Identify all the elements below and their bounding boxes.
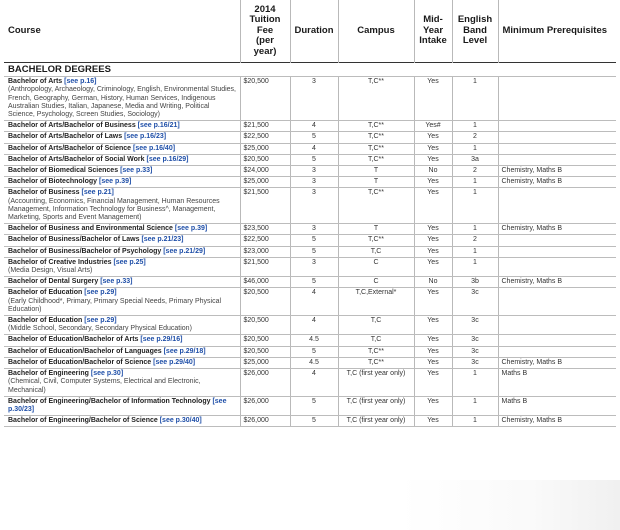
fee-cell: $20,500 <box>240 335 290 346</box>
table-row <box>4 235 616 246</box>
duration-cell: 4 <box>290 316 338 335</box>
course-name: Bachelor of Arts/Bachelor of Business <box>8 122 136 130</box>
course-page-ref-link[interactable]: [see p.29/16] <box>140 336 183 344</box>
prerequisites-cell <box>498 288 616 316</box>
english-band-cell: 1 <box>452 224 498 235</box>
header-midyear-intake <box>414 0 452 63</box>
course-cell <box>4 132 240 143</box>
midyear-cell: Yes <box>414 288 452 316</box>
duration-cell: 3 <box>290 188 338 224</box>
course-majors: (Chemical, Civil, Computer Systems, Electrical and Electronic, Mechanical) <box>8 378 201 394</box>
course-name: Bachelor of Dental Surgery <box>8 278 99 286</box>
course-page-ref-link[interactable]: [see p.39] <box>99 178 132 186</box>
english-band-cell: 1 <box>452 143 498 154</box>
duration-cell: 3 <box>290 224 338 235</box>
header-prerequisites: Minimum Prerequisites <box>502 24 608 36</box>
course-name: Bachelor of Arts/Bachelor of Laws <box>8 133 123 141</box>
english-band-cell: 1 <box>452 396 498 415</box>
fee-cell: $20,500 <box>240 346 290 357</box>
course-cell <box>4 166 240 177</box>
fee-cell: $23,500 <box>240 224 290 235</box>
campus-cell: T,C <box>338 246 414 257</box>
fee-cell: $20,500 <box>240 288 290 316</box>
table-body <box>4 63 616 427</box>
campus-cell: T,C** <box>338 132 414 143</box>
course-page-ref-link[interactable]: [see p.21] <box>81 189 114 197</box>
english-band-cell: 3b <box>452 277 498 288</box>
course-name: Bachelor of Education/Bachelor of Science <box>8 358 152 366</box>
campus-cell: T,C** <box>338 154 414 165</box>
prerequisites-cell: Chemistry, Maths B <box>498 224 616 235</box>
duration-cell: 5 <box>290 235 338 246</box>
english-band-cell: 1 <box>452 177 498 188</box>
midyear-cell: Yes <box>414 316 452 335</box>
header-course: Course <box>4 0 240 63</box>
campus-cell: T,C** <box>338 77 414 121</box>
course-name: Bachelor of Education/Bachelor of Languages <box>8 347 162 355</box>
course-cell <box>4 224 240 235</box>
table-row <box>4 121 616 132</box>
prerequisites-cell <box>498 132 616 143</box>
campus-cell: T,C** <box>338 235 414 246</box>
table-row <box>4 288 616 316</box>
duration-cell: 3 <box>290 166 338 177</box>
prerequisites-cell <box>498 77 616 121</box>
duration-cell: 4.5 <box>290 357 338 368</box>
course-name: Bachelor of Education <box>8 289 83 297</box>
campus-cell: T,C <box>338 316 414 335</box>
course-page-ref-link[interactable]: [see p.21/29] <box>163 247 206 255</box>
course-name: Bachelor of Creative Industries <box>8 258 112 266</box>
course-cell <box>4 396 240 415</box>
photo-shading <box>400 480 620 530</box>
prerequisites-cell <box>498 257 616 276</box>
fee-cell: $21,500 <box>240 121 290 132</box>
english-band-cell: 3c <box>452 335 498 346</box>
course-name: Bachelor of Engineering/Bachelor of Information Technology <box>8 397 211 405</box>
course-cell <box>4 188 240 224</box>
course-page-ref-link[interactable]: [see p.30/23] <box>8 397 227 413</box>
midyear-cell: Yes <box>414 154 452 165</box>
course-name: Bachelor of Education/Bachelor of Arts <box>8 336 139 344</box>
midyear-cell: Yes <box>414 132 452 143</box>
prerequisites-cell: Chemistry, Maths B <box>498 277 616 288</box>
course-majors: (Middle School, Secondary, Secondary Physical Education) <box>8 325 192 333</box>
prerequisites-cell <box>498 346 616 357</box>
campus-cell: T,C (first year only) <box>338 416 414 427</box>
english-band-cell: 1 <box>452 188 498 224</box>
table-row <box>4 154 616 165</box>
campus-cell: T,C <box>338 335 414 346</box>
course-page-ref-link[interactable]: [see p.16/40] <box>133 144 176 152</box>
course-cell <box>4 143 240 154</box>
course-cell <box>4 77 240 121</box>
course-majors: (Accounting, Economics, Financial Management, Human Resources Management, Information Technology for Business^, Management, Marketing, Sports and Event Management) <box>8 197 220 222</box>
midyear-cell: Yes <box>414 235 452 246</box>
course-page-ref-link[interactable]: [see p.25] <box>113 258 146 266</box>
course-page-ref-link[interactable]: [see p.30] <box>90 370 124 378</box>
english-band-cell: 3c <box>452 316 498 335</box>
campus-cell: T <box>338 177 414 188</box>
campus-cell: T,C,External* <box>338 288 414 316</box>
header-row <box>4 0 616 63</box>
course-cell <box>4 277 240 288</box>
course-name: Bachelor of Biomedical Sciences <box>8 167 119 175</box>
prerequisites-cell <box>498 335 616 346</box>
duration-cell: 3 <box>290 257 338 276</box>
campus-cell: T,C** <box>338 143 414 154</box>
duration-cell: 4 <box>290 143 338 154</box>
course-page-ref-link[interactable]: [see p.16/23] <box>124 133 167 141</box>
course-cell <box>4 288 240 316</box>
course-name: Bachelor of Business <box>8 189 80 197</box>
fee-cell: $25,000 <box>240 357 290 368</box>
duration-cell: 5 <box>290 396 338 415</box>
midyear-cell: Yes <box>414 246 452 257</box>
fee-cell: $25,000 <box>240 177 290 188</box>
campus-cell: C <box>338 257 414 276</box>
course-name: Bachelor of Engineering/Bachelor of Science <box>8 417 158 425</box>
table-row <box>4 277 616 288</box>
table-row <box>4 335 616 346</box>
course-page-ref-link[interactable]: [see p.16/21] <box>137 122 180 130</box>
english-band-cell: 1 <box>452 369 498 397</box>
header-english-line3: Level <box>462 35 488 47</box>
header-fee-line3: Fee <box>256 24 274 36</box>
course-page-ref-link[interactable]: [see p.33] <box>120 167 153 175</box>
midyear-cell: Yes <box>414 77 452 121</box>
course-page-ref-link[interactable]: [see p.29/18] <box>163 347 206 355</box>
campus-cell: T <box>338 224 414 235</box>
course-table <box>4 0 616 427</box>
header-fee-line2: Tuition <box>249 14 281 26</box>
header-campus: Campus <box>338 0 414 63</box>
midyear-cell: Yes <box>414 143 452 154</box>
duration-cell: 5 <box>290 277 338 288</box>
fee-cell: $20,500 <box>240 154 290 165</box>
prerequisites-cell: Maths B <box>498 369 616 397</box>
fee-cell: $23,000 <box>240 246 290 257</box>
table-row <box>4 77 616 121</box>
course-name: Bachelor of Engineering <box>8 370 89 378</box>
course-page-ref-link[interactable]: [see p.29] <box>84 317 117 325</box>
midyear-cell: Yes <box>414 369 452 397</box>
header-fee-line1: 2014 <box>254 3 276 15</box>
fee-cell: $22,500 <box>240 235 290 246</box>
course-cell <box>4 154 240 165</box>
course-name: Bachelor of Arts/Bachelor of Social Work <box>8 155 145 163</box>
table-row <box>4 416 616 427</box>
duration-cell: 5 <box>290 416 338 427</box>
midyear-cell: Yes <box>414 224 452 235</box>
course-page-ref-link[interactable]: [see p.29] <box>84 289 117 297</box>
english-band-cell: 3c <box>452 357 498 368</box>
english-band-cell: 3a <box>452 154 498 165</box>
table-row <box>4 346 616 357</box>
header-fee-line4: (per year) <box>253 35 277 57</box>
table-row <box>4 188 616 224</box>
header-english-line1: English <box>457 14 493 26</box>
campus-cell: T,C** <box>338 188 414 224</box>
course-majors: (Early Childhood*, Primary, Primary Special Needs, Primary Physical Education) <box>8 297 222 313</box>
prerequisites-cell: Chemistry, Maths B <box>498 357 616 368</box>
table-row <box>4 396 616 415</box>
header-english-band <box>452 0 498 63</box>
course-name: Bachelor of Arts <box>8 78 63 86</box>
table-row <box>4 132 616 143</box>
course-cell <box>4 246 240 257</box>
course-name: Bachelor of Business/Bachelor of Laws <box>8 236 140 244</box>
campus-cell: T,C** <box>338 121 414 132</box>
table-row <box>4 246 616 257</box>
course-cell <box>4 357 240 368</box>
fee-cell: $21,500 <box>240 188 290 224</box>
english-band-cell: 2 <box>452 132 498 143</box>
prerequisites-cell <box>498 246 616 257</box>
english-band-cell: 2 <box>452 166 498 177</box>
course-cell <box>4 369 240 397</box>
course-cell <box>4 316 240 335</box>
campus-cell: T,C (first year only) <box>338 369 414 397</box>
course-name: Bachelor of Biotechnology <box>8 178 98 186</box>
course-cell <box>4 177 240 188</box>
midyear-cell: Yes <box>414 396 452 415</box>
table-row <box>4 166 616 177</box>
fee-cell: $26,000 <box>240 396 290 415</box>
fee-cell: $25,000 <box>240 143 290 154</box>
campus-cell: T,C (first year only) <box>338 396 414 415</box>
course-name: Bachelor of Arts/Bachelor of Science <box>8 144 132 152</box>
course-page-ref-link[interactable]: [see p.16] <box>64 78 97 86</box>
midyear-cell: Yes <box>414 257 452 276</box>
table-row <box>4 357 616 368</box>
fee-cell: $20,500 <box>240 77 290 121</box>
table-row <box>4 369 616 397</box>
duration-cell: 4.5 <box>290 335 338 346</box>
fee-cell: $26,000 <box>240 369 290 397</box>
duration-cell: 5 <box>290 246 338 257</box>
english-band-cell: 3c <box>452 346 498 357</box>
course-majors: (Anthropology, Archaeology, Criminology, English, Environmental Studies, French, Geography, German, History, Human Services, Indigenous Australian Studies, Italian, Japanese, Media and Writing, Political Science, Psychology, Screen Studies, Sociology) <box>8 86 237 119</box>
course-page-ref-link[interactable]: [see p.21/23] <box>141 236 184 244</box>
prerequisites-cell: Maths B <box>498 396 616 415</box>
campus-cell: T <box>338 166 414 177</box>
prerequisites-cell <box>498 188 616 224</box>
header-tuition-fee <box>240 0 290 63</box>
duration-cell: 5 <box>290 132 338 143</box>
fee-cell: $20,500 <box>240 316 290 335</box>
header-midyear-line3: Intake <box>419 35 447 47</box>
course-page-ref-link[interactable]: [see p.16/29] <box>146 155 189 163</box>
prerequisites-cell <box>498 316 616 335</box>
course-cell <box>4 416 240 427</box>
duration-cell: 3 <box>290 177 338 188</box>
table-row <box>4 177 616 188</box>
prerequisites-cell: Chemistry, Maths B <box>498 416 616 427</box>
course-cell <box>4 346 240 357</box>
header-english-line2: Band <box>463 24 487 36</box>
midyear-cell: No <box>414 166 452 177</box>
midyear-cell: Yes <box>414 335 452 346</box>
course-name: Bachelor of Business and Environmental Science <box>8 225 173 233</box>
midyear-cell: Yes <box>414 188 452 224</box>
english-band-cell: 1 <box>452 416 498 427</box>
duration-cell: 4 <box>290 288 338 316</box>
english-band-cell: 2 <box>452 235 498 246</box>
midyear-cell: Yes <box>414 346 452 357</box>
english-band-cell: 1 <box>452 257 498 276</box>
course-cell <box>4 257 240 276</box>
duration-cell: 5 <box>290 346 338 357</box>
duration-cell: 5 <box>290 154 338 165</box>
course-name: Bachelor of Business/Bachelor of Psychology <box>8 247 162 255</box>
midyear-cell: Yes <box>414 416 452 427</box>
table-row <box>4 224 616 235</box>
english-band-cell: 1 <box>452 121 498 132</box>
table-row <box>4 143 616 154</box>
course-page-ref-link[interactable]: [see p.33] <box>100 278 133 286</box>
header-midyear-line2: Year <box>422 24 444 36</box>
duration-cell: 4 <box>290 369 338 397</box>
table-row <box>4 257 616 276</box>
table-row <box>4 316 616 335</box>
prerequisites-cell <box>498 143 616 154</box>
english-band-cell: 3c <box>452 288 498 316</box>
section-row <box>4 63 616 77</box>
english-band-cell: 1 <box>452 77 498 121</box>
campus-cell: T,C** <box>338 357 414 368</box>
header-midyear-line1: Mid- <box>423 14 443 26</box>
midyear-cell: No <box>414 277 452 288</box>
prerequisites-cell <box>498 121 616 132</box>
course-cell <box>4 235 240 246</box>
course-page-ref-link[interactable]: [see p.30/40] <box>159 417 202 425</box>
course-page-ref-link[interactable]: [see p.29/40] <box>153 358 196 366</box>
header-duration: Duration <box>290 0 338 63</box>
midyear-cell: Yes <box>414 357 452 368</box>
prerequisites-cell: Chemistry, Maths B <box>498 166 616 177</box>
course-cell <box>4 121 240 132</box>
course-name: Bachelor of Education <box>8 317 83 325</box>
duration-cell: 3 <box>290 77 338 121</box>
prerequisites-cell <box>498 154 616 165</box>
fee-cell: $46,000 <box>240 277 290 288</box>
midyear-cell: Yes <box>414 177 452 188</box>
fee-cell: $26,000 <box>240 416 290 427</box>
fee-cell: $21,500 <box>240 257 290 276</box>
fee-cell: $22,500 <box>240 132 290 143</box>
fee-cell: $24,000 <box>240 166 290 177</box>
prerequisites-cell: Chemistry, Maths B <box>498 177 616 188</box>
section-title: BACHELOR DEGREES <box>4 63 616 77</box>
english-band-cell: 1 <box>452 246 498 257</box>
course-page-ref-link[interactable]: [see p.39] <box>174 225 208 233</box>
campus-cell: T,C** <box>338 346 414 357</box>
course-cell <box>4 335 240 346</box>
prerequisites-cell <box>498 235 616 246</box>
campus-cell: C <box>338 277 414 288</box>
course-majors: (Media Design, Visual Arts) <box>8 267 93 275</box>
duration-cell: 4 <box>290 121 338 132</box>
midyear-cell: Yes# <box>414 121 452 132</box>
